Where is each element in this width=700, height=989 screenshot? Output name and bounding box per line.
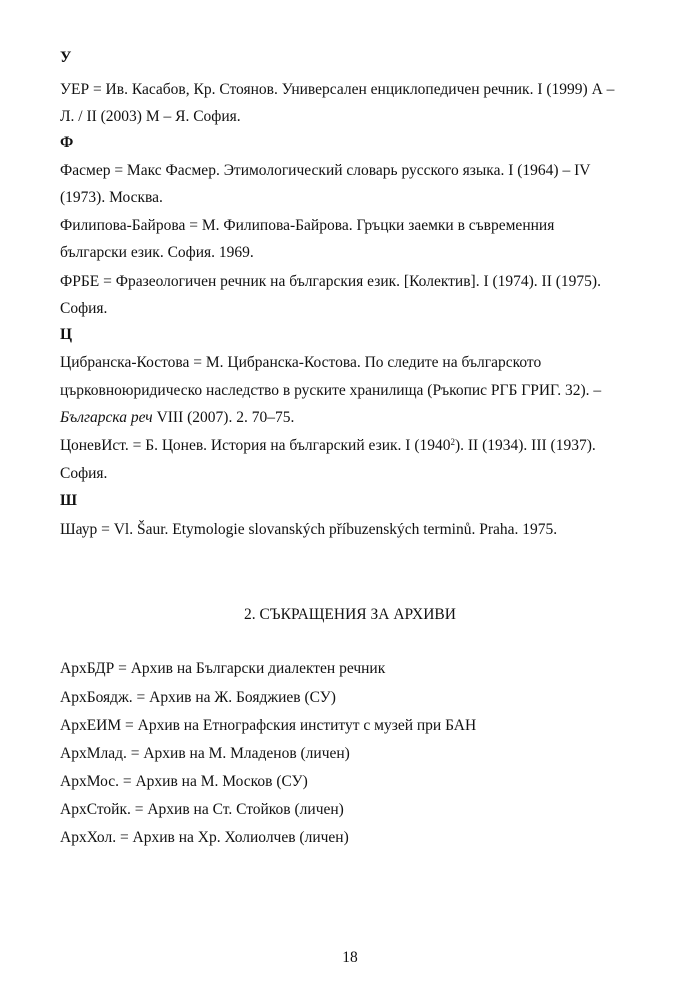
entry-tsibranska-line3 — [60, 408, 660, 428]
edition-superscript: 2 — [450, 437, 455, 447]
journal-details: VIII (2007). 2. 70–75. — [152, 409, 295, 426]
archive-item: АрхЕИМ = Архив на Етнографския институт с музей при БАН — [60, 717, 477, 734]
entry-uer-line1: УЕР = Ив. Касабов, Кр. Стоянов. Универсален енциклопедичен речник. I (1999) А – — [60, 81, 615, 98]
page-number: 18 — [342, 949, 358, 966]
entry-fasmer-line1: Фасмер = Макс Фасмер. Этимологический словарь русского языка. I (1964) – IV — [60, 162, 591, 179]
section-letter-f: Ф — [60, 134, 74, 151]
entry-frbe-line1: ФРБЕ = Фразеологичен речник на българския език. [Колектив]. I (1974). II (1975). — [60, 273, 601, 290]
section-letter-u: У — [60, 49, 72, 66]
tsonev-text-b: ). II (1934). III (1937). — [454, 437, 596, 454]
entry-uer-line2: Л. / II (2003) М – Я. София. — [60, 108, 241, 125]
archive-item: АрхМос. = Архив на М. Москов (СУ) — [60, 773, 308, 790]
section-letter-sh: Ш — [60, 492, 78, 509]
archives-heading: 2. СЪКРАЩЕНИЯ ЗА АРХИВИ — [244, 606, 456, 623]
archive-item: АрхМлад. = Архив на М. Младенов (личен) — [60, 745, 350, 762]
section-letter-ts: Ц — [60, 326, 73, 343]
entry-filipova-line1: Филипова-Байрова = М. Филипова-Байрова. Гръцки заемки в съвременния — [60, 217, 555, 234]
entry-tsibranska-line1: Цибранска-Костова = М. Цибранска-Костова. По следите на българското — [60, 354, 542, 371]
entry-fasmer-line2: (1973). Москва. — [60, 189, 163, 206]
tsonev-text-a: ЦоневИст. = Б. Цонев. История на българский език. I (1940 — [60, 437, 451, 454]
entry-tsonev-line1 — [60, 436, 660, 456]
archive-item: АрхСтойк. = Архив на Ст. Стойков (личен) — [60, 801, 344, 818]
archive-item: АрхБДР = Архив на Български диалектен речник — [60, 660, 386, 677]
entry-frbe-line2: София. — [60, 300, 108, 317]
entry-shaur-line1: Шаур = Vl. Šaur. Etymologie slovanských příbuzenských terminů. Praha. 1975. — [60, 521, 558, 538]
entry-filipova-line2: български език. София. 1969. — [60, 244, 254, 261]
entry-tsibranska-line2: църковноюридическо наследство в руските хранилища (Ръкопис РГБ ГРИГ. 32). – — [60, 382, 602, 399]
archive-item: АрхБоядж. = Архив на Ж. Бояджиев (СУ) — [60, 689, 336, 706]
archive-item: АрхХол. = Архив на Хр. Холиолчев (личен) — [60, 829, 349, 846]
entry-tsonev-line2: София. — [60, 465, 108, 482]
journal-title: Българска реч — [60, 409, 153, 426]
